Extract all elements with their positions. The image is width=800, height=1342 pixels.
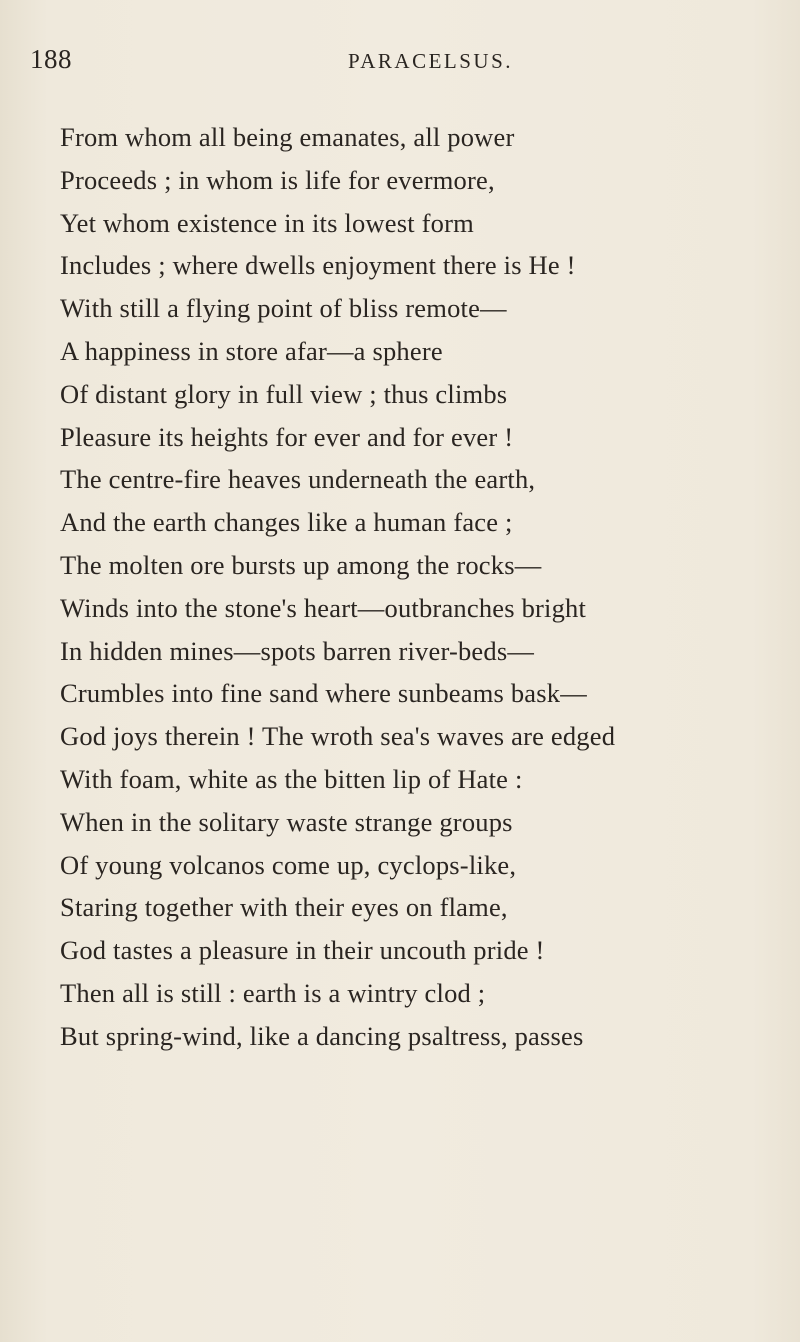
poem-line: God joys therein ! The wroth sea's waves are edged <box>60 721 616 752</box>
running-title: PARACELSUS. <box>348 49 514 73</box>
poem-line: Winds into the stone's heart—outbranches bright <box>60 592 587 623</box>
poem-line: The molten ore bursts up among the rocks— <box>60 549 542 580</box>
poem-line: When in the solitary waste strange groups <box>60 806 513 837</box>
poem-line: With still a flying point of bliss remote— <box>60 293 507 324</box>
poem-line: Of distant glory in full view ; thus climbs <box>60 378 508 409</box>
poem-line: Pleasure its heights for ever and for ever ! <box>60 421 514 452</box>
poem-line: Proceeds ; in whom is life for evermore, <box>60 164 495 195</box>
poem-line: The centre-fire heaves underneath the earth, <box>60 464 536 495</box>
page-number: 188 <box>30 44 72 74</box>
poem-line: With foam, white as the bitten lip of Hate : <box>60 763 523 794</box>
poem-line: God tastes a pleasure in their uncouth pride ! <box>60 935 545 966</box>
poem-line: But spring-wind, like a dancing psaltress, passes <box>60 1020 584 1051</box>
poem-line: And the earth changes like a human face ; <box>60 507 513 538</box>
poem-line: Includes ; where dwells enjoyment there is He ! <box>60 250 576 281</box>
poem-line: From whom all being emanates, all power <box>60 122 515 152</box>
poem-line: Yet whom existence in its lowest form <box>60 207 474 238</box>
poem-line: In hidden mines—spots barren river-beds— <box>60 635 535 666</box>
poem-line: Staring together with their eyes on flame, <box>60 892 508 923</box>
poem-text <box>60 122 800 1064</box>
poem-line: Of young volcanos come up, cyclops-like, <box>60 849 517 880</box>
poem-line: A happiness in store afar—a sphere <box>60 335 443 366</box>
poem-line: Crumbles into fine sand where sunbeams bask— <box>60 678 587 709</box>
poem-line: Then all is still : earth is a wintry clod ; <box>60 977 486 1008</box>
